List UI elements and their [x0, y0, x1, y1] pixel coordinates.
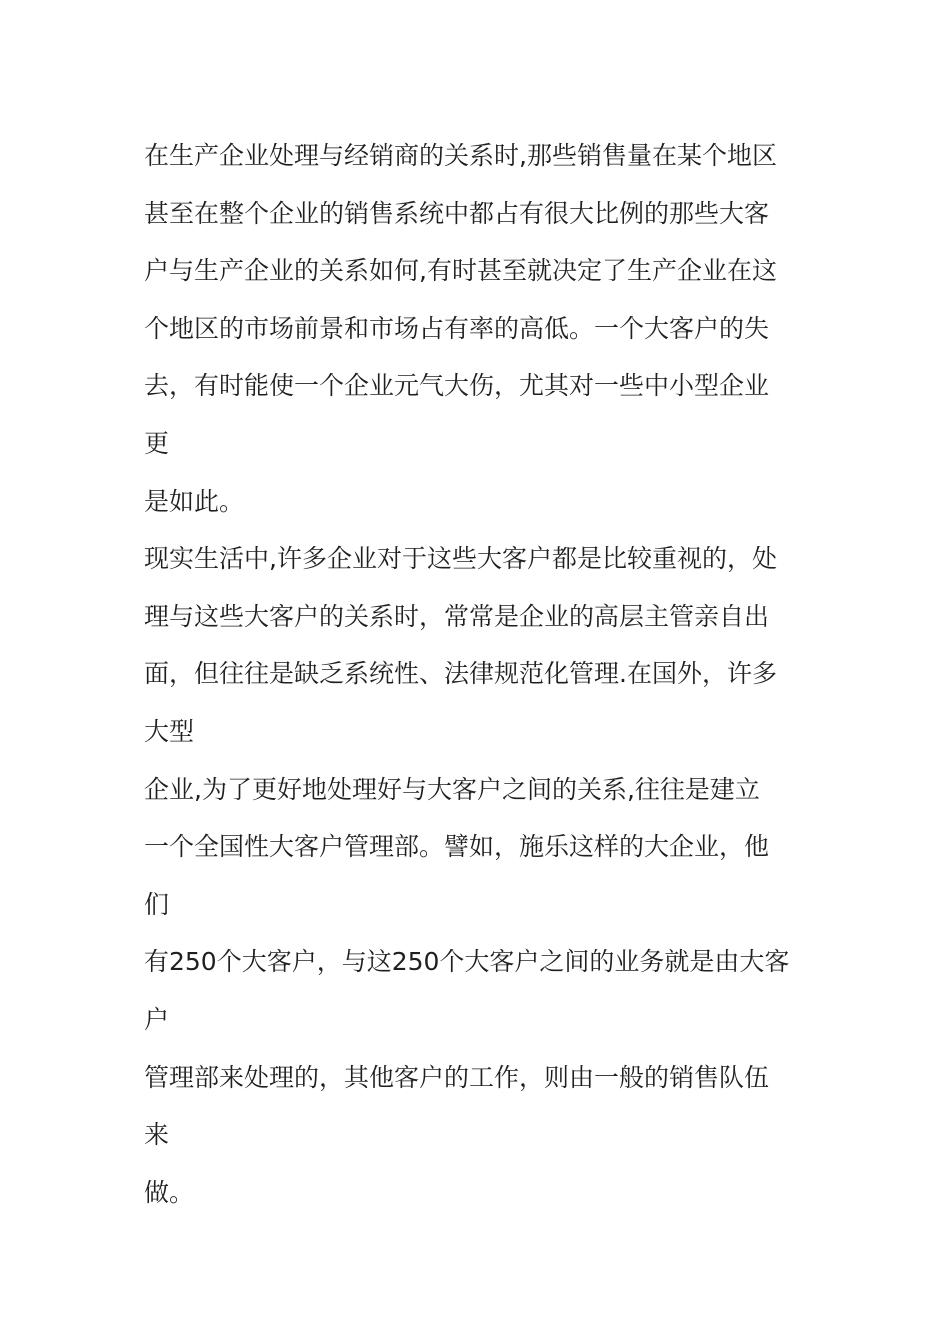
text-line: 在生产企业处理与经销商的关系时,那些销售量在某个地区	[144, 141, 777, 170]
text-line: 做。	[144, 1177, 195, 1207]
text-line: 企业,为了更好地处理好与大客户之间的关系,往往是建立	[144, 774, 760, 804]
text-line: 有250个大客户，与这250个大客户之间的业务就是由大客	[144, 947, 790, 977]
text-line: 面，但往往是缺乏系统性、法律规范化管理.在国外，许多	[144, 659, 777, 689]
text-line: 理与这些大客户的关系时，常常是企业的高层主管亲自出	[144, 601, 770, 631]
text-line: 们	[144, 889, 170, 919]
text-line: 来	[144, 1120, 170, 1150]
text-line: 一个全国性大客户管理部。譬如，施乐这样的大企业，他	[144, 832, 770, 862]
text-line: 户与生产企业的关系如何,有时甚至就决定了生产企业在这	[144, 256, 777, 286]
text-line: 现实生活中,许多企业对于这些大客户都是比较重视的，处	[144, 544, 777, 574]
text-line: 大型	[144, 716, 195, 746]
text-line: 去，有时能使一个企业元气大伤，尤其对一些中小型企业	[144, 371, 770, 401]
text-line: 个地区的市场前景和市场占有率的高低。一个大客户的失	[144, 313, 770, 343]
text-line: 甚至在整个企业的销售系统中都占有很大比例的那些大客	[144, 198, 770, 228]
text-line: 更	[144, 428, 170, 458]
text-line: 管理部来处理的，其他客户的工作，则由一般的销售队伍	[144, 1062, 770, 1092]
text-line: 是如此。	[144, 486, 245, 516]
body-text	[144, 127, 864, 1221]
text-line: 户	[144, 1004, 170, 1034]
